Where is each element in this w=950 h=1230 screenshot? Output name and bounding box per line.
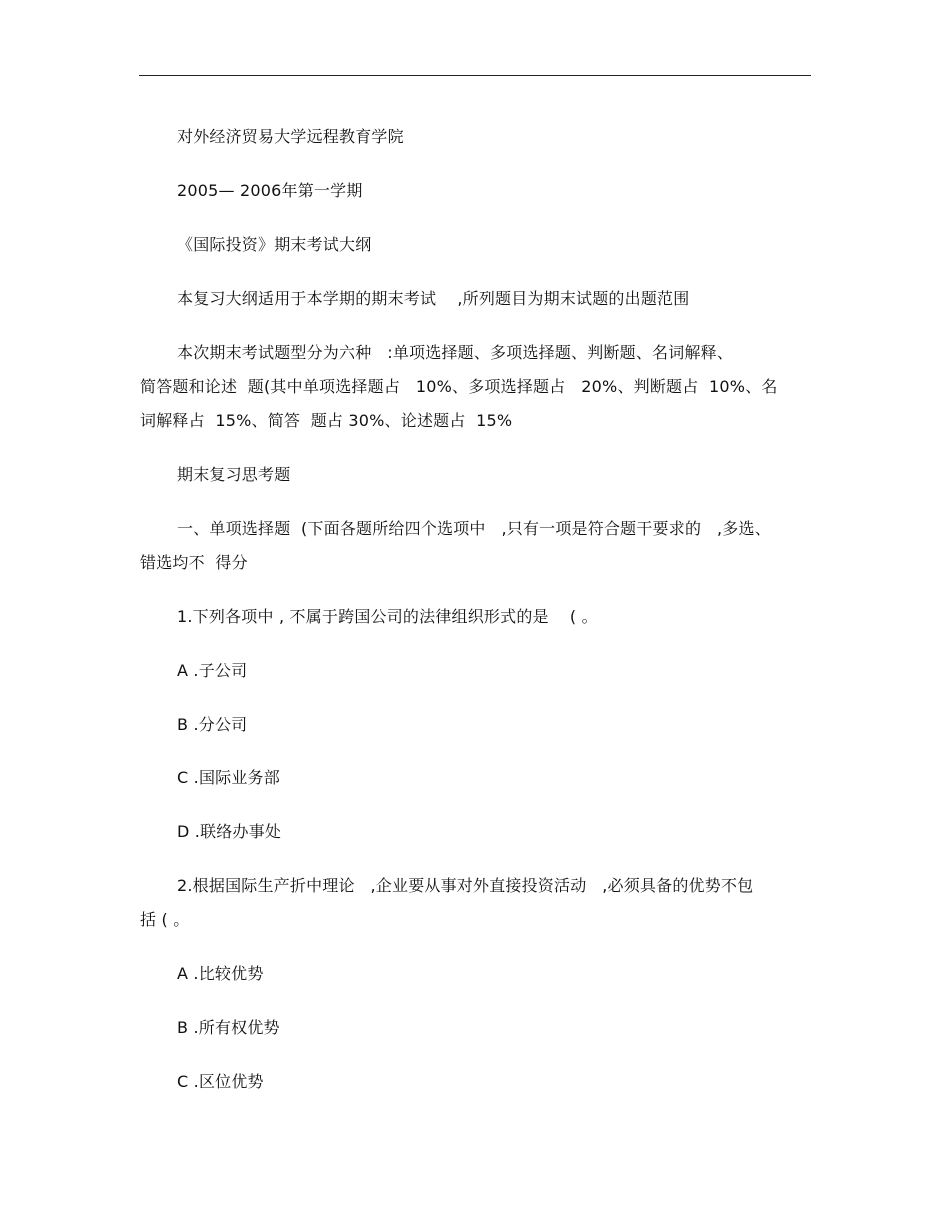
scope-note: 本复习大纲适用于本学期的期末考试 ,所列题目为期末试题的出题范围 [177, 289, 690, 308]
section-title: 期末复习思考题 [177, 465, 291, 484]
question-1-option-a: A .子公司 [177, 661, 248, 680]
part-one-heading-cont: 错选均不 得分 [140, 553, 248, 572]
semester: 2005— 2006年第一学期 [177, 181, 363, 200]
header-rule [139, 75, 811, 76]
question-2-option-c: C .区位优势 [177, 1072, 264, 1091]
question-2-option-a: A .比较优势 [177, 964, 264, 983]
intro-line-2: 简答题和论述 题(其中单项选择题占 10%、多项选择题占 20%、判断题占 10%、名 [140, 377, 778, 396]
question-1-option-d: D .联络办事处 [177, 822, 282, 841]
part-one-heading: 一、单项选择题 (下面各题所给四个选项中 ,只有一项是符合题干要求的 ,多选、 [177, 519, 771, 538]
question-2-stem: 2.根据国际生产折中理论 ,企业要从事对外直接投资活动 ,必须具备的优势不包 [177, 876, 754, 895]
institution-name: 对外经济贸易大学远程教育学院 [177, 127, 404, 146]
intro-line-3: 词解释占 15%、简答 题占 30%、论述题占 15% [140, 411, 513, 430]
question-2-stem-cont: 括 ( 。 [140, 910, 190, 929]
question-1-option-c: C .国际业务部 [177, 768, 280, 787]
document-title: 《国际投资》期末考试大纲 [177, 235, 372, 254]
intro-line-1: 本次期末考试题型分为六种 :单项选择题、多项选择题、判断题、名词解释、 [177, 343, 734, 362]
question-1-option-b: B .分公司 [177, 715, 248, 734]
question-2-option-b: B .所有权优势 [177, 1018, 280, 1037]
question-1-stem: 1.下列各项中 , 不属于跨国公司的法律组织形式的是 ( 。 [177, 607, 598, 626]
